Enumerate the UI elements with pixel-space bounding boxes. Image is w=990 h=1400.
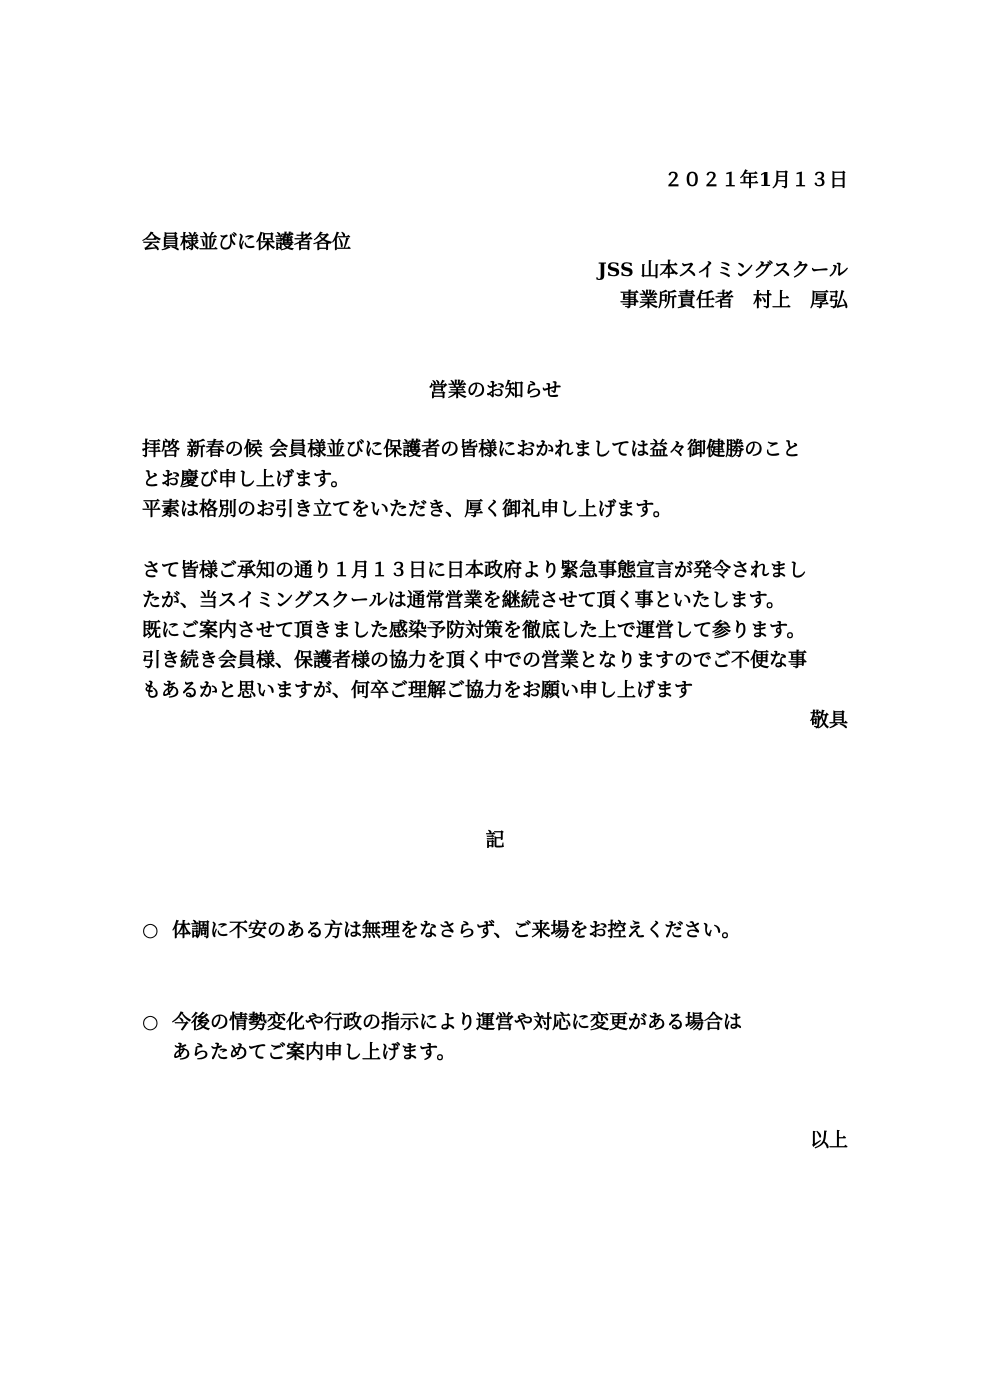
greeting-line: とお慶び申し上げます。 [142, 468, 350, 490]
circle-bullet-icon: ○ [142, 1011, 159, 1033]
sender-person: 事業所責任者 村上 厚弘 [619, 289, 848, 311]
circle-bullet-icon: ○ [142, 919, 159, 941]
ki-heading: 記 [485, 829, 505, 851]
document-title: 営業のお知らせ [428, 379, 562, 401]
notice-item-text: あらためてご案内申し上げます。 [172, 1041, 456, 1063]
notice-item-text: 今後の情勢変化や行政の指示により運営や対応に変更がある場合は [172, 1011, 743, 1033]
body-line: 引き続き会員様、保護者様の協力を頂く中での営業となりますのでご不便な事 [142, 649, 808, 671]
notice-item-text: 体調に不安のある方は無理をなさらず、ご来場をお控えください。 [172, 919, 741, 941]
body-line: さて皆様ご承知の通り１月１３日に日本政府より緊急事態宣言が発令されまし [142, 559, 808, 581]
notice-item [142, 916, 740, 944]
closing-keigu: 敬具 [809, 709, 848, 731]
body-line: もあるかと思いますが、何卒ご理解ご協力をお願い申し上げます [142, 679, 694, 701]
notice-item [142, 1008, 742, 1036]
sender-organization: JSS 山本スイミングスクール [597, 259, 848, 281]
body-line: 既にご案内させて頂きました感染予防対策を徹底した上で運営して参ります。 [142, 619, 806, 641]
addressee: 会員様並びに保護者各位 [142, 231, 352, 253]
body-line: たが、当スイミングスクールは通常営業を継続させて頂く事といたします。 [142, 589, 786, 611]
end-ijou: 以上 [809, 1129, 848, 1151]
document-date: ２０２１年1月１３日 [663, 169, 848, 191]
greeting-line: 拝啓 新春の候 会員様並びに保護者の皆様におかれましては益々御健勝のこと [142, 438, 802, 460]
greeting-line: 平素は格別のお引き立てをいただき、厚く御礼申し上げます。 [142, 498, 672, 520]
